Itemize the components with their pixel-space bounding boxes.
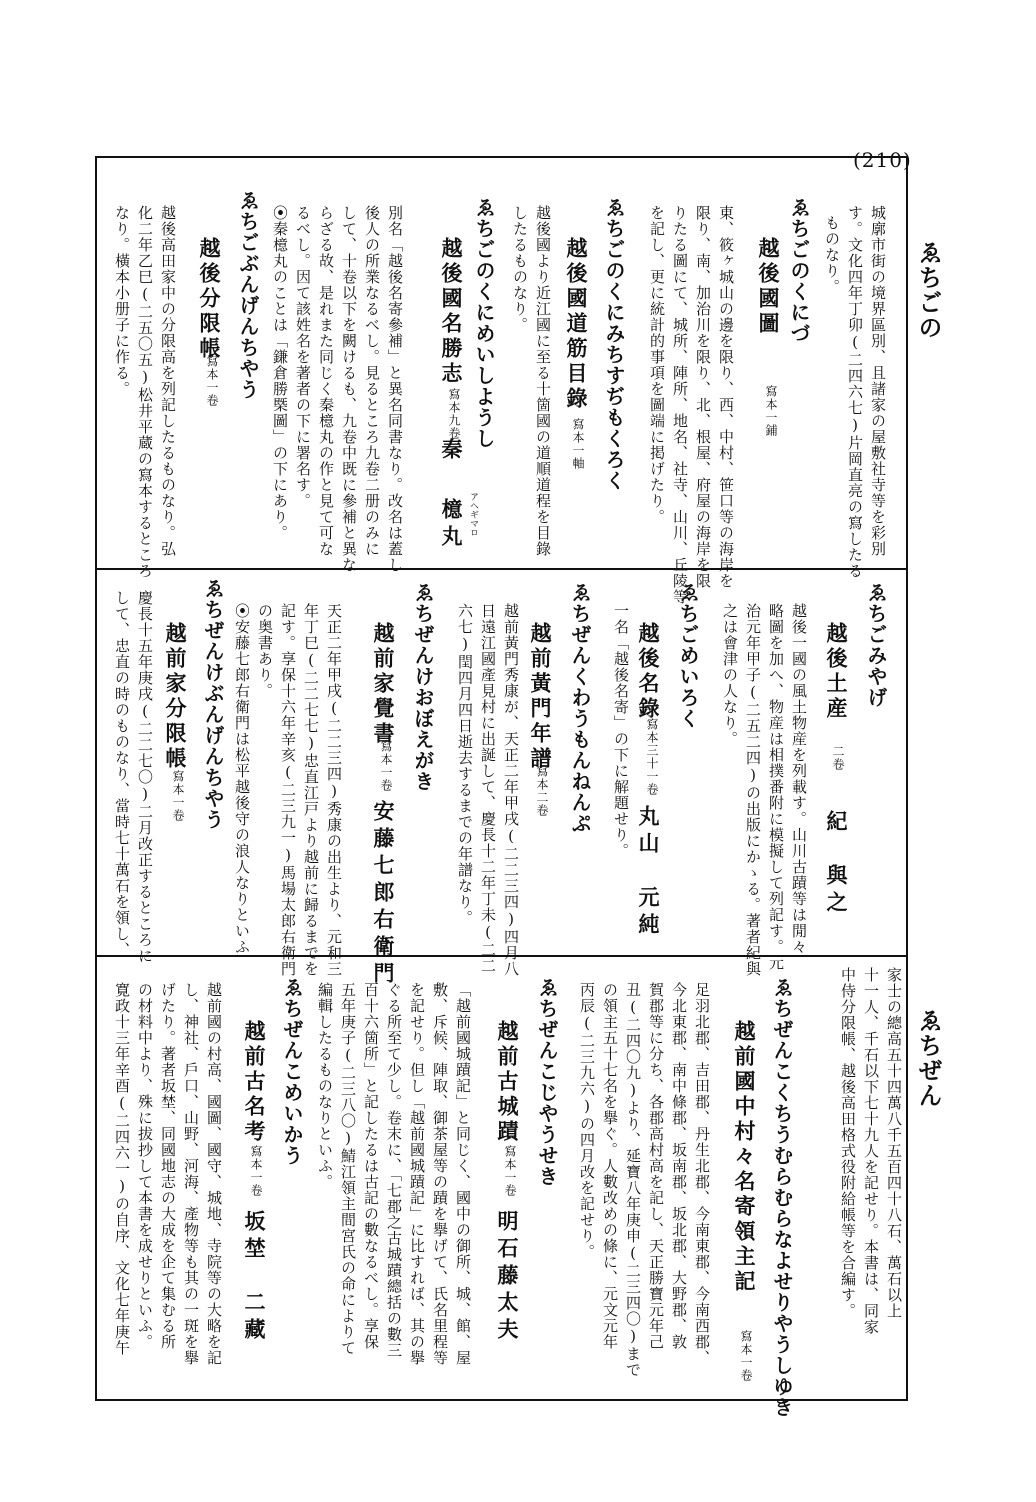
entry-title-echizen-komeiko: 越前古名考 — [242, 1020, 267, 1145]
page-number: (210) — [853, 148, 912, 172]
entry-kana-echizen-komeiko: ゑちぜんこめいかう — [280, 977, 304, 1166]
entry-title-echigo-michisuji: 越後國道筋目錄 — [564, 237, 589, 412]
entry-body-echigo-michisuji: 越後國より近江國に至る十箇國の道順道程を目錄 したるものなり。 — [511, 205, 552, 557]
entry-body-echizen-oboegaki: 天正二年甲戌(二二三四)秀康の出生より、元和三 年丁巳(二二七七)忠直江戸より越前に歸るまでを 記す。享保十六年辛亥(二三九一)馬場太郎右衛門 の奥書あり。 ⦿安藤七郎右衛門は松平越後守の浪人なりといふ — [233, 603, 343, 977]
entry-note-echigo-miyage: 二卷 — [831, 745, 845, 771]
entry-title-echizen-bungen: 越前家分限帳 — [163, 622, 188, 772]
section-heading-echizen: ゑちぜん — [914, 1008, 943, 1108]
entry-title-echigo-kunizu: 越後國圖 — [756, 237, 781, 337]
entry-note-echigo-meiroku: 寫本三十一卷 — [645, 718, 659, 796]
entry-note-echizen-komon: 寫本二卷 — [535, 765, 549, 817]
entry-body-echizen-komon: 越前黃門秀康が、天正二年甲戌(二二三四)四月八 日遠江國產見村に出誕して、慶長十二年丁未(二二 六七)閏四月四日逝去するまでの年譜なり。 — [456, 603, 520, 977]
entry-title-echizen-komon: 越前黃門年譜 — [528, 622, 553, 772]
section-heading-echigo-no: ゑちごの — [914, 240, 943, 340]
column-divider-1 — [95, 568, 908, 570]
entry-body-echizen-nayose: 足羽北郡、吉田郡、丹生北郡、今南東郡、今南西郡、 今北東郡、南中條郡、坂南郡、坂北郡、大野郡、敦 賀郡等に分ち、各郡高村高を記し、天正勝寶元年己 丑(二四〇九)より、延寶八年庚申(二三四〇)まで の領主五十七名を擧ぐ。人數改めの條に、元文元年 丙辰(二三九六)の四月改を記せり。 — [578, 982, 711, 1378]
entry-author-echigo-meiroku: 丸山 元純 — [636, 805, 661, 940]
entry-body-echigo-meiroku: 一名「越後名寄」の下に解題せり。 — [612, 603, 630, 859]
entry-kana-echizen-bungen: ゑちぜんけぶんげんちやう — [201, 578, 225, 830]
entry-author-echizen-komeiko: 坂埜 二藏 — [242, 1210, 267, 1345]
entry-body-echigo-meisho: 別名「越後名寄參補」と異名同書なり。改名は蓋し 後人の所業なるべし。見るところ九卷二册のみに して、十卷以下を闕けるも、九卷中既に參補と異な らざる故、是れまた同じく秦檍丸の作と見て可な るべし。因て該姓名を著者の下に署名す。 ⦿秦檍丸のことは「鎌倉勝槩圖」の下にあり。 — [271, 205, 404, 573]
entry-title-echigo-miyage: 越後土産 — [824, 622, 849, 722]
entry-kana-echigo-meisho: ゑちごのくにめいしようし — [472, 197, 496, 449]
entry-kana-echizen-komon: ゑちぜんくわうもんねんぷ — [568, 582, 592, 834]
entry-note-echizen-nayose: 寫本一卷 — [739, 1330, 753, 1382]
entry-title-echigo-meisho: 越後國名勝志 — [439, 237, 464, 387]
entry-title-echigo-meiroku: 越後名錄 — [636, 622, 661, 722]
entry-kana-echizen-oboegaki: ゑちぜんけおぼえがき — [411, 582, 435, 792]
entry-body-echigo-miyage: 越後一國の風土物産を列載す。山川古蹟等は閒々 略圖を加へ、物産は相撲番附に模擬して列記す。元 治元年甲子(二五二四)の出版にかゝる。著者紀與 之は會津の人なり。 — [721, 603, 808, 977]
entry-kana-echigo-michisuji: ゑちごのくにみちすぢもくろく — [602, 197, 626, 491]
entry-note-echizen-kojoseki: 寫本一卷 — [503, 1145, 517, 1197]
entry-author-echizen-kojoseki: 明石藤太夫 — [495, 1210, 520, 1345]
entry-note-echigo-michisuji: 寫本一軸 — [571, 418, 585, 470]
entry-note-echigo-meisho: 寫本九卷 — [447, 388, 461, 440]
entry-note-echizen-komeiko: 寫本一卷 — [249, 1145, 263, 1197]
entry-body-echizen-kojoseki: 「越前國城蹟記」と同じく、國中の御所、城、館、屋 敷、斥候、陣取、御茶屋等の蹟を擧げて、氏名里程等 を記せり。但し「越前國城蹟記」に比すれば、其の擧 ぐる所至て少し。卷末に、「七郡之古城蹟總括の數三 百十六箇所」と記したるは古記の數なるべし。享保 五年庚子(二三八〇)鯖江領主間宮氏の命によりて 編輯したるものなりといふ。 — [316, 982, 472, 1366]
entry-author-echigo-miyage: 紀 與之 — [824, 810, 849, 918]
entry-body-echigo-bungen: 越後高田家中の分限高を列記したるものなり。弘 化二年乙巳(二五〇五)松井平蔵の寫本するところ なり。橫本小册子に作る。 — [113, 205, 177, 579]
entry-note-echigo-bungen: 寫本一卷 — [205, 355, 219, 407]
entry-title-echizen-nayose: 越前國中村々名寄領主記 — [732, 1020, 757, 1295]
col3-intro: 家士の總高五十四萬八千五百四十八石、萬石以上 十一人、千石以下七十九人を記せり。本書は、同家 中侍分限帳、越後高田格式役附給帳等を合編す。 — [839, 967, 903, 1335]
entry-author2-echigo-meisho: 檍丸 — [439, 498, 464, 552]
entry-author-ruby: アヘギマロ — [468, 492, 478, 537]
entry-note-echizen-oboegaki: 寫本一卷 — [379, 740, 393, 792]
entry-kana-echigo-meiroku: ゑちごめいろく — [676, 582, 700, 729]
entry-note-echizen-bungen: 寫本一卷 — [171, 770, 185, 822]
entry-body-echizen-komeiko: 越前國の村高、國圖、國守、城地、寺院等の大略を記 し、神社、戶口、山野、河海、產物等も其の一斑を擧 げたり。著者坂埜、同國地志の大成を企て集むる所 の材料中より、殊に拔抄して本書を成せりといふ。 寛政十三年辛酉(二四六一)の自序、文化七年庚午 — [113, 982, 223, 1366]
entry-body-echizen-bungen: 慶長十五年庚戌(二二七〇)二月改正するところに して、忠直の時のものなり、當時七十萬石を領し、 — [113, 590, 154, 964]
entry-title-echizen-kojoseki: 越前古城蹟 — [495, 1020, 520, 1145]
entry-kana-echigo-miyage: ゑちごみやげ — [864, 582, 888, 708]
entry-author-echizen-oboegaki: 安藤七郎右衛門 — [371, 800, 396, 989]
entry-body-echigo-kunizu: 東、筱ヶ城山の邊を限り、西、中村、笹口等の海岸を 限り、南、加治川を限り、北、根屋、府屋の海岸を限 りたる圖にて、城所、陣所、地名、社寺、山川、丘陵等 を記し、更に統計的事項を圖端に掲げたり。 — [648, 205, 735, 605]
entry-kana-echizen-nayose: ゑちぜんこくちうむらむらなよせりやうしゆき — [770, 977, 794, 1418]
entry-kana-echizen-kojoseki: ゑちぜんこじやうせき — [535, 977, 559, 1187]
entry-title-echigo-bungen: 越後分限帳 — [197, 237, 222, 362]
entry-author-echigo-meisho: 秦 — [439, 438, 464, 465]
entry-note-echigo-kunizu: 寫本一鋪 — [764, 385, 778, 437]
col1-intro: 城廓市街の境界區別、且諸家の屋敷社寺等を彩別 す。文化四年丁卯(二四六七)片岡直亮の寫したる ものなり。 — [823, 205, 887, 579]
entry-title-echizen-oboegaki: 越前家覺書 — [371, 622, 396, 747]
entry-kana-echigo-kunizu: ゑちごのくにづ — [787, 197, 811, 344]
entry-kana-echigo-bungen: ゑちごぶんげんちやう — [236, 190, 260, 400]
